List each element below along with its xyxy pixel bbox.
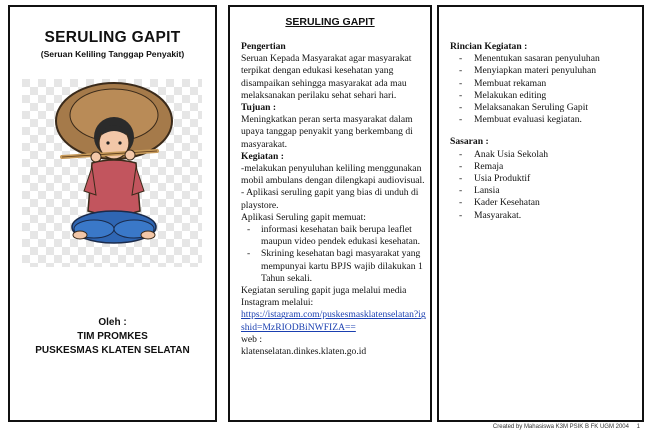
middle-title: SERULING GAPIT [285, 16, 375, 28]
list-item: - Remaja [450, 161, 640, 173]
cover-team: TIM PROMKES [77, 331, 148, 342]
sasaran-list [450, 149, 640, 222]
page-number: 1 [636, 424, 640, 430]
list-item: - Kader Kesehatan [450, 197, 640, 209]
list-item: - Usia Produktif [450, 173, 640, 185]
footer-credit: Created by Mahasiswa K3M PSIK B FK UGM 2004 [492, 424, 629, 430]
list-item: - Menyiapkan materi penyuluhan [450, 65, 640, 77]
list-item: - Anak Usia Sekolah [450, 149, 640, 161]
description-panel [228, 5, 432, 422]
pengertian-text: Seruan Kepada Masyarakat agar masyarakat terpikat dengan edukasi kesehatan yang disampaikan sehingga masyarakat ada mau melaksanakan perilaku sehat sehari hari. [241, 53, 412, 101]
pengertian-heading: Pengertian [241, 41, 286, 52]
cover-panel [8, 5, 217, 422]
list-item: - Membuat rekaman [450, 78, 640, 90]
aplikasi-list [241, 224, 427, 285]
cover-organization: PUSKESMAS KLATEN SELATAN [35, 345, 190, 356]
instagram-link[interactable]: https://istagram.com/puskesmasklatenselatan?igshid=MzRIODBiNWFIZA== [241, 309, 426, 333]
cover-by-label: Oleh : [98, 317, 127, 328]
cover-title: SERULING GAPIT [44, 29, 181, 46]
cover-subtitle: (Seruan Keliling Tanggap Penyakit) [40, 49, 185, 59]
web-label: web : [241, 333, 263, 345]
list-item: - Lansia [450, 185, 640, 197]
instagram-text: Kegiatan seruling gapit juga melalui media Instagram melalui: [241, 285, 407, 309]
details-body [450, 41, 640, 222]
flute-player-illustration-icon [22, 79, 202, 267]
kegiatan-item: - Aplikasi seruling gapit yang bias di unduh di playstore. [241, 187, 419, 211]
list-item: - Melakukan editing [450, 90, 640, 102]
list-item: - Membuat evaluasi kegiatan. [450, 114, 640, 126]
footer [493, 424, 640, 430]
list-item: - Menentukan sasaran penyuluhan [450, 53, 640, 65]
tujuan-heading: Tujuan : [241, 102, 277, 114]
tujuan-text: Meningkatkan peran serta masyarakat dalam upaya tanggap penyakit yang berkembang di masyarakat. [241, 114, 413, 150]
description-body [241, 41, 427, 358]
list-item: - Melaksanakan Seruling Gapit [450, 102, 640, 114]
list-item: - Skrining kesehatan bagi masyarakat yang mempunyai kartu BPJS wajib dilakukan 1 Tahun sekali. [241, 248, 427, 285]
rincian-list [450, 53, 640, 126]
aplikasi-intro: Aplikasi Seruling gapit memuat: [241, 211, 366, 223]
web-url: klatenselatan.dinkes.klaten.go.id [241, 346, 367, 358]
list-item: - informasi kesehatan baik berupa leaflet maupun video pendek edukasi kesehatan. [241, 224, 427, 248]
list-item: - Masyarakat. [450, 210, 640, 222]
kegiatan-item: -melakukan penyuluhan keliling menggunakan mobil ambulans dengan dilengkapi audiovisual. [241, 163, 425, 187]
kegiatan-heading: Kegiatan : [241, 150, 284, 162]
rincian-heading: Rincian Kegiatan : [450, 41, 528, 52]
details-panel [437, 5, 644, 422]
sasaran-heading: Sasaran : [450, 136, 489, 148]
